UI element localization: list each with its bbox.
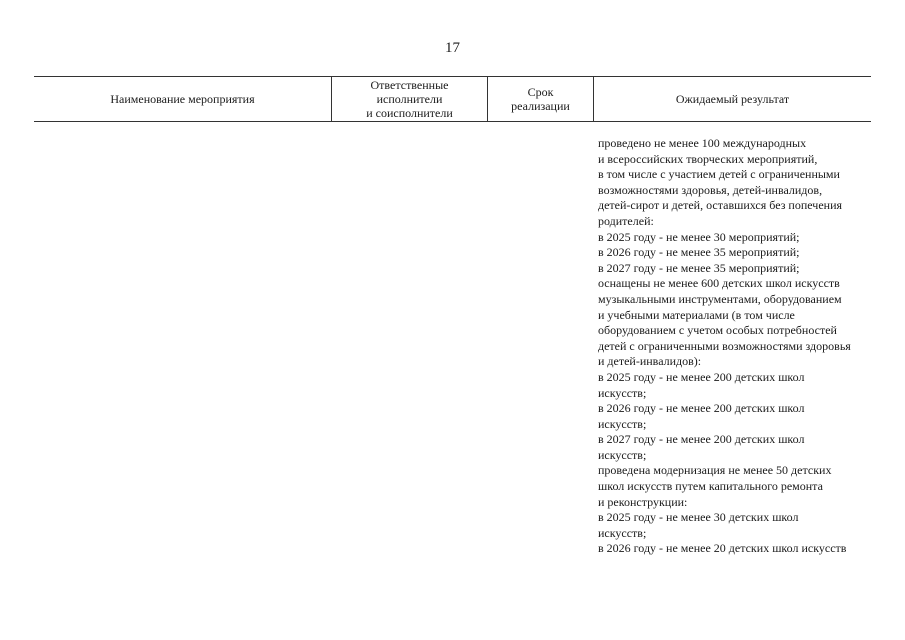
header-cell-expected-result [594, 77, 871, 121]
result-line: проведено не менее 100 международных [598, 136, 807, 150]
result-line: в 2027 году - не менее 200 детских школ [598, 432, 805, 447]
result-line: искусств; [598, 416, 647, 431]
result-line: школ искусств путем капитального ремонта [598, 479, 823, 494]
result-line: музыкальными инструментами, оборудованием [598, 291, 842, 306]
header-cell-event-name [34, 77, 331, 121]
result-line: искусств; [598, 525, 647, 540]
result-line: возможностями здоровья, детей-инвалидов, [598, 182, 823, 197]
page-number: 17 [445, 40, 460, 56]
result-line: в 2026 году - не менее 20 детских школ искусств [598, 541, 847, 556]
result-line: в 2025 году - не менее 30 мероприятий; [598, 229, 800, 244]
result-line: и всероссийских творческих мероприятий, [598, 151, 818, 166]
result-line: и реконструкции: [598, 494, 688, 509]
result-line: и учебными материалами (в том числе [598, 307, 795, 322]
expected-result-cell [598, 136, 870, 557]
result-line: родителей: [598, 213, 654, 228]
result-line: проведена модернизация не менее 50 детских [598, 463, 832, 478]
result-line: искусств; [598, 385, 647, 400]
result-line: в том числе с участием детей с ограниченными [598, 167, 840, 182]
result-line: оборудованием с учетом особых потребностей [598, 323, 837, 338]
result-line: детей-сирот и детей, оставшихся без попечения [598, 198, 843, 213]
result-line: искусств; [598, 447, 647, 462]
header-label: Наименование мероприятия [110, 92, 255, 106]
header-label: Ожидаемый результат [675, 92, 790, 106]
header-label: Ответственные исполнители и соисполнители [366, 78, 453, 120]
header-cell-responsible [332, 77, 487, 121]
result-line: в 2025 году - не менее 30 детских школ [598, 510, 799, 525]
result-line: в 2026 году - не менее 200 детских школ [598, 401, 805, 416]
result-line: детей с ограниченными возможностями здоровья [598, 338, 851, 353]
result-line: в 2027 году - не менее 35 мероприятий; [598, 260, 800, 275]
result-line: и детей-инвалидов): [598, 354, 702, 369]
header-label: Срок реализации [511, 85, 570, 113]
table-header-bottom-rule [34, 121, 871, 122]
result-line: оснащены не менее 600 детских школ искусств [598, 276, 840, 291]
header-cell-deadline [488, 77, 593, 121]
result-line: в 2025 году - не менее 200 детских школ [598, 369, 805, 384]
result-line: в 2026 году - не менее 35 мероприятий; [598, 245, 800, 260]
